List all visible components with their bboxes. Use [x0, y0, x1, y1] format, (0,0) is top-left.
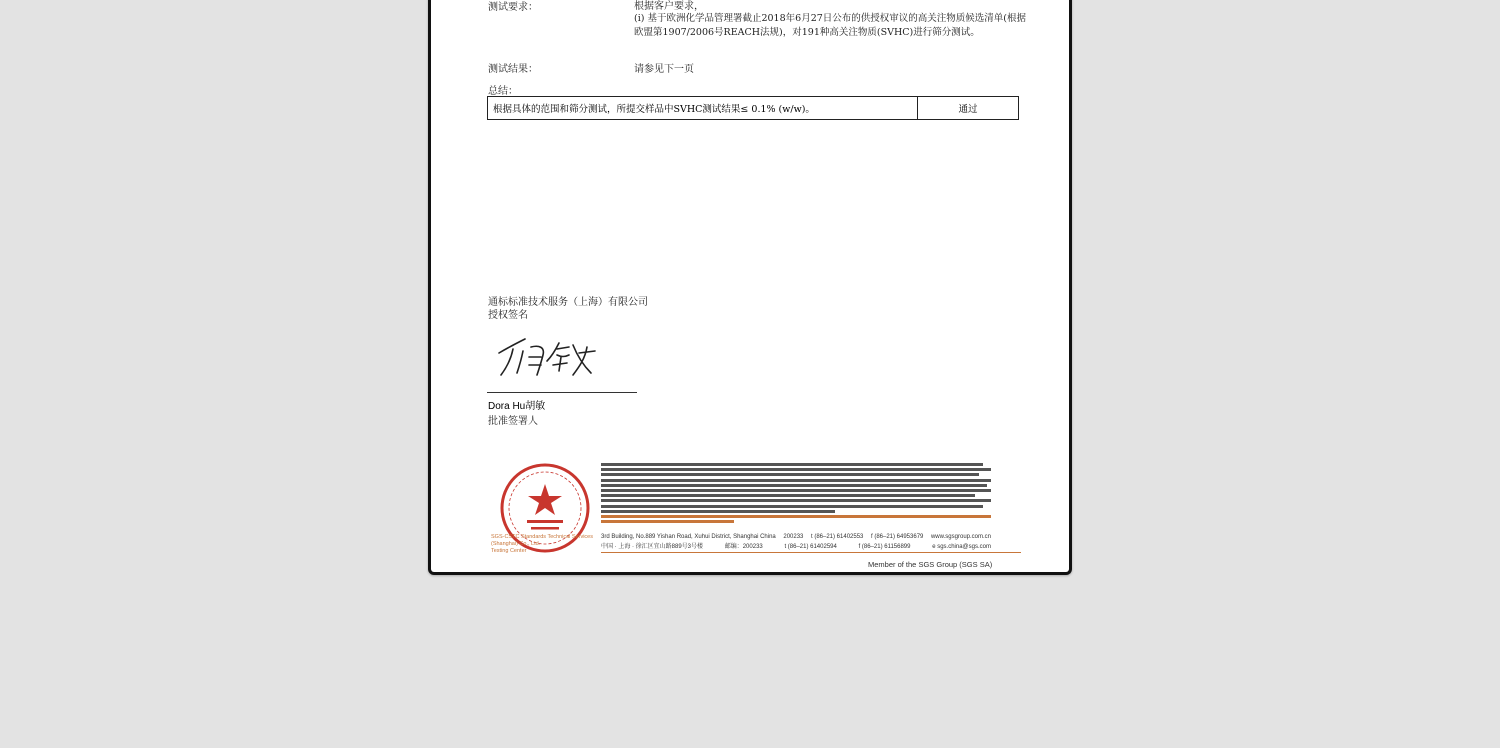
test-report-page [428, 0, 1072, 575]
seal-caption [491, 534, 601, 555]
requirements-main: 根据客户要求， [634, 1, 704, 12]
requirements-detail: (i) 基于欧洲化学品管理署截止2018年6月27日公布的供授权审议的高关注物质候选清单(根据欧盟第1907/2006号REACH法规)，对191种高关注物质(SVHC)进行筛分测试。 [634, 13, 1026, 38]
summary-label: 总结： [488, 86, 518, 97]
authorized-signature-label: 授权签名 [488, 310, 528, 321]
legal-fine-print [601, 463, 991, 525]
seal-caption-line2: Testing Center [491, 548, 527, 554]
sgs-member-note: Member of the SGS Group (SGS SA) [868, 560, 993, 569]
result-value: 请参见下一页 [634, 64, 694, 75]
contact-row-chinese: 中国 · 上海 · 徐汇区宜山路889号3号楼 邮编：200233 t (86–21) 61402594 f (86–21) 61156899 e sgs.china@sgs.com [601, 544, 991, 550]
company-name: 通标标准技术服务（上海）有限公司 [488, 297, 648, 308]
result-label: 测试结果： [488, 64, 538, 75]
signer-name: Dora Hu胡敏 [488, 401, 546, 412]
contact-block [601, 532, 991, 552]
footer-rule [601, 552, 1021, 553]
handwritten-signature [495, 335, 605, 385]
summary-verdict: 通过 [958, 104, 978, 115]
signature-line [487, 392, 637, 393]
summary-table [487, 96, 1019, 120]
signer-role: 批准签署人 [488, 416, 538, 427]
summary-text: 根据具体的范围和筛分测试，所提交样品中SVHC测试结果≤ 0.1% (w/w)。 [488, 97, 918, 119]
requirements-label: 测试要求： [488, 2, 538, 13]
contact-row-english: 3rd Building, No.889 Yishan Road, Xuhui District, Shanghai China 200233 t (86–21) 61402553 f (86–21) 64953679 www.sgsgroup.com.cn [601, 534, 991, 540]
seal-caption-line1: SGS-CSTC Standards Technical Services (Shanghai) Co., Ltd. [491, 534, 593, 547]
